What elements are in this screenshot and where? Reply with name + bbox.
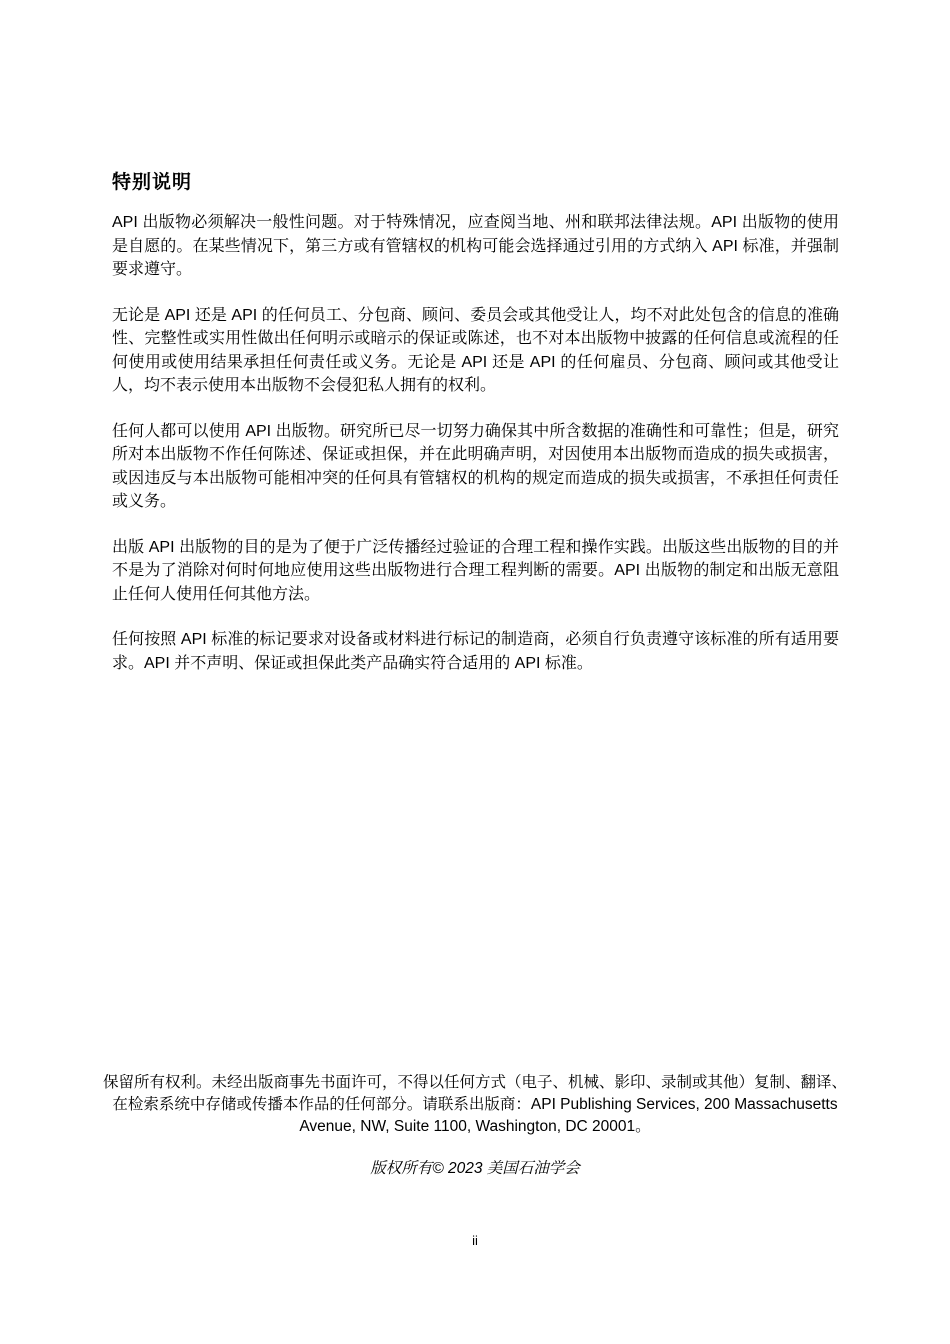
section-title: 特别说明 xyxy=(112,172,193,193)
paragraph-voluntary-use: API 出版物必须解决一般性问题。对于特殊情况，应查阅当地、州和联邦法律法规。API 出版物的使用是自愿的。在某些情况下，第三方或有管辖权的机构可能会选择通过引用的方式纳入 API 标准，并强制要求遵守。 xyxy=(112,214,839,278)
rights-notice: 保留所有权利。未经出版商事先书面许可，不得以任何方式（电子、机械、影印、录制或其他）复制、翻译、在检索系统中存储或传播本作品的任何部分。请联系出版商：API Publishing Services, 200 Massachusetts Avenue, NW, Suite 1100, Washington, DC 20001。 xyxy=(102,1074,847,1135)
notice-body xyxy=(112,211,839,697)
page-number: ii xyxy=(472,1233,478,1248)
paragraph-no-warranty: 无论是 API 还是 API 的任何员工、分包商、顾问、委员会或其他受让人，均不对此处包含的信息的准确性、完整性或实用性做出任何明示或暗示的保证或陈述，也不对本出版物中披露的任何信息或流程的任何使用或使用结果承担任何责任或义务。无论是 API 还是 API 的任何雇员、分包商、顾问或其他受让人，均不表示使用本出版物不会侵犯私人拥有的权利。 xyxy=(112,306,839,394)
paragraph-purpose: 出版 API 出版物的目的是为了便于广泛传播经过验证的合理工程和操作实践。出版这些出版物的目的并不是为了消除对何时何地应使用这些出版物进行合理工程判断的需要。API 出版物的制定和出版无意阻止任何人使用任何其他方法。 xyxy=(112,538,839,603)
paragraph-marking-requirements: 任何按照 API 标准的标记要求对设备或材料进行标记的制造商，必须自行负责遵守该标准的所有适用要求。API 并不声明、保证或担保此类产品确实符合适用的 API 标准。 xyxy=(112,631,839,672)
copyright-line: 版权所有© 2023 美国石油学会 xyxy=(370,1160,580,1177)
paragraph-accuracy-disclaimer: 任何人都可以使用 API 出版物。研究所已尽一切努力确保其中所含数据的准确性和可靠性；但是，研究所对本出版物不作任何陈述、保证或担保，并在此明确声明，对因使用本出版物而造成的损失或损害，或因违反与本出版物可能相冲突的任何具有管辖权的机构的规定而造成的损失或损害，不承担任何责任或义务。 xyxy=(112,422,839,510)
